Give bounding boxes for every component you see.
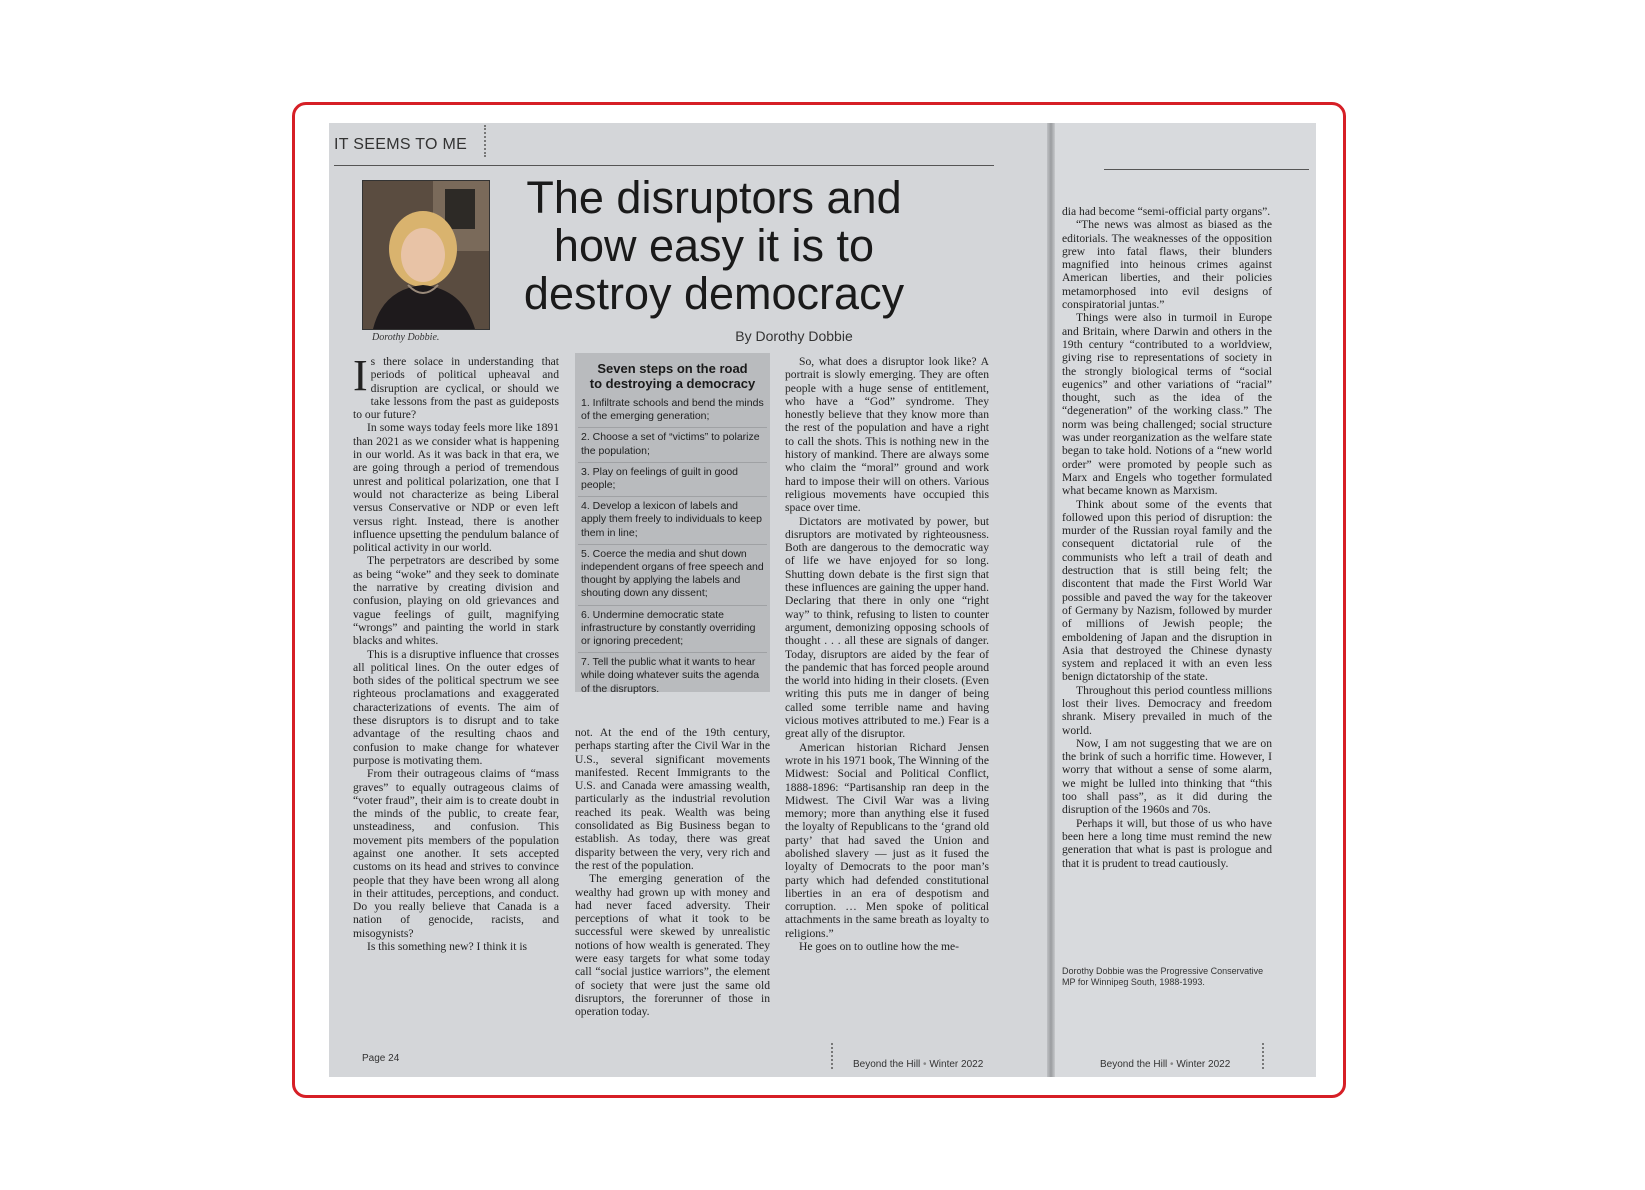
- article-paragraph: American historian Richard Jensen wrote in his 1971 book, The Winning of the Midwest: Social and Political Conflict, 1888-1896: “Partisanship ran deep in the Midwest. The Civil War was a living memory; more than anything else it fused the loyalty of Republicans to the ‘grand old party’ that had saved the Union and abolished slavery — just as it fused the loyalty of Democrats to the poor man’s party which had defended constitutional liberties in an era of despotism and corruption. … Men spoke of political attachments in the same breath as loyalty to religions.”: [785, 740, 989, 940]
- footer-issue: Winter 2022: [929, 1059, 984, 1070]
- article-paragraph: Is this something new? I think it is: [367, 940, 528, 954]
- section-label: IT SEEMS TO ME: [334, 136, 468, 153]
- headline-line-3: destroy democracy: [523, 268, 905, 319]
- article-paragraph: Think about some of the events that followed upon this period of disruption: the murder of the Russian royal family and the consequent dictatorial rule of the communists who left a trail of death and destruction that is still being felt; the discontent that made the First World War possible and paved the way for the takeover of Germany by Nazism, followed by murder of millions of Jewish people; the emboldening of Japan and the disruption in Asia that destroyed the Chinese dynasty system and replaced it with an even less benign dictatorship of the state.: [1062, 497, 1272, 684]
- sidebar-step: 5. Coerce the media and shut down independent organs of free speech and thought by applying the labels and shouting down any dissent;: [581, 547, 764, 600]
- author-portrait-illustration: [363, 181, 489, 329]
- article-paragraph: Throughout this period countless millions lost their lives. Democracy and freedom shrank. Misery prevailed in much of the world.: [1062, 683, 1272, 737]
- drop-cap: I: [353, 351, 368, 400]
- footer-divider-left: [831, 1043, 833, 1069]
- header-rule-left: [334, 165, 994, 166]
- sidebar-step: 4. Develop a lexicon of labels and apply them freely to individuals to keep them in line;: [581, 500, 762, 539]
- article-paragraph: He goes on to outline how the me-: [799, 940, 960, 954]
- footer-publication-right: [1100, 1059, 1230, 1070]
- headline: [494, 174, 934, 318]
- photo-caption: Dorothy Dobbie.: [372, 332, 440, 343]
- article-paragraph: Dictators are motivated by power, but disruptors are motivated by righteousness. Both are dangerous to the democratic way of life we have enjoyed for so long. Shutting down debate is the first sign that these influences are gaining the upper hand. Declaring that there in only one “right way” to think, refusing to listen to counter argument, demonizing opposing schools of thought . . . all these are signals of danger. Today, disruptors are aided by the fear of the pandemic that has forced people around the world into hiding in their closets. (Even writing this puts me in danger of being called some terrible name and having vicious motives attributed to me.) Fear is a great ally of the disruptor.: [785, 514, 989, 741]
- header-rule-right: [1104, 169, 1309, 170]
- sidebar-step: 3. Play on feelings of guilt in good people;: [581, 465, 739, 492]
- page-number: Page 24: [362, 1053, 400, 1064]
- author-photo: [362, 180, 490, 330]
- article-column-2: [575, 726, 770, 1019]
- sidebar-step: 2. Choose a set of “victims” to polarize the population;: [581, 431, 760, 457]
- article-column-1: [353, 351, 559, 954]
- footer-issue: Winter 2022: [1176, 1059, 1231, 1070]
- article-paragraph: Perhaps it will, but those of us who have been here a long time must remind the new generation that what is past is prologue and that it is prudent to tread cautiously.: [1062, 816, 1272, 870]
- footer-divider-right: [1262, 1043, 1264, 1069]
- footer-publication-left: [853, 1059, 983, 1070]
- footer-publication-name: Beyond the Hill: [1100, 1059, 1168, 1070]
- article-paragraph: From their outrageous claims of “mass graves” to equally outrageous claims of “voter fraud”, their aim is to create doubt in the minds of the public, to create fear, unsteadiness, and confusion. This movement pits members of the population against one another. It sets accepted customs on its head and strives to convince people that they have been wrong all along in their attitudes, perceptions, and conduct. Do you really believe that Canada is a nation of genocide, racists, and misogynists?: [353, 767, 559, 940]
- article-paragraph: The emerging generation of the wealthy had grown up with money and had never faced adversity. Their perceptions of what it took to be successful were skewed by unrealistic notions of how wealth is generated. They were easy targets for what some today call “social justice warriors”, the element of society that were just the same old disruptors, the forerunner of those in operation today.: [575, 872, 770, 1019]
- article-column-4: [1062, 205, 1272, 870]
- article-paragraph: So, what does a disruptor look like? A portrait is slowly emerging. They are often people with a huge sense of entitlement, who have a “God” syndrome. They honestly believe that they know more than the rest of the population and have a right to call the shots. This is nothing new in the history of mankind. There are always some who claim the “moral” ground and work hard to impose their will on others. Various religious movements have occupied this space over time.: [785, 355, 989, 515]
- article-paragraph: The perpetrators are described by some as being “woke” and they seek to dominate the narrative by creating division and confusion, playing on old grievances and vague feelings of guilt, magnifying “wrongs” and painting the world in stark blacks and whites.: [353, 554, 559, 648]
- byline: By Dorothy Dobbie: [735, 328, 853, 344]
- article-column-3: [785, 355, 989, 953]
- headline-line-2: how easy it is to: [553, 220, 875, 271]
- article-paragraph: “The news was almost as biased as the editorials. The weaknesses of the opposition grew into fatal flaws, their blunders magnified into heinous crimes against American liberties, and their policies metamorphosed into evil designs of conspiratorial juntas.”: [1062, 218, 1272, 312]
- footer-separator: •: [923, 1059, 927, 1070]
- sidebar-step: 6. Undermine democratic state infrastructure by constantly overriding or ignoring precedent;: [581, 608, 756, 648]
- article-paragraph: Now, I am not suggesting that we are on the brink of such a horrific time. However, I worry that without a sense of some alarm, we might be lulled into thinking that “this too shall pass”, as it did during the disruption of the 1960s and 70s.: [1062, 736, 1272, 817]
- magazine-spread: [329, 123, 1316, 1077]
- article-paragraph: Is there solace in understanding that periods of political upheaval and disruption are cyclical, or should we take lessons from the past as guideposts to our future?: [353, 351, 559, 422]
- sidebar-step: 7. Tell the public what it wants to hear while doing whatever suits the agenda of the disruptors.: [581, 656, 760, 695]
- article-paragraph: Things were also in turmoil in Europe and Britain, where Darwin and others in the 19th century “contributed to a worldview, giving rise to representations of society in the strongly biological terms of “social eugenics” and other variations of “racial” thought, such as the idea of the “degeneration” of the working class.” The norm was being challenged; social structure was under reorganization as the welfare state began to take hold. Notions of a “new world order” were promoted by people such as Marx and Engels who together formulated what became known as Marxism.: [1062, 311, 1272, 498]
- author-bio: Dorothy Dobbie was the Progressive Conservative MP for Winnipeg South, 1988-1993.: [1062, 966, 1264, 987]
- sidebar-box: [575, 353, 770, 695]
- footer-publication-name: Beyond the Hill: [853, 1059, 921, 1070]
- article-paragraph: In some ways today feels more like 1891 than 2021 as we consider what is happening in our world. As it was back in that era, we are going through a period of tremendous unrest and political polarization, one that I would not characterize as being Liberal versus Conservative or NDP or even left versus right. Instead, there is another influence upsetting the pendulum balance of political activity in our world.: [353, 421, 559, 555]
- headline-line-1: The disruptors and: [526, 172, 902, 223]
- article-paragraph: dia had become “semi-official party organs”.: [1062, 205, 1271, 218]
- sidebar-step: 1. Infiltrate schools and bend the minds of the emerging generation;: [581, 397, 764, 423]
- article-paragraph: This is a disruptive influence that crosses all political lines. On the outer edges of both sides of the political spectrum we see righteous proclamations and exaggerated characterizations of events. The aim of these disruptors is to disrupt and to take advantage of the resulting chaos and confusion to make change for whatever purpose is motivating them.: [353, 647, 559, 767]
- header-divider: [484, 125, 486, 157]
- sidebar-title-line-1: Seven steps on the road: [597, 361, 748, 376]
- article-paragraph: not. At the end of the 19th century, perhaps starting after the Civil War in the U.S., several significant movements manifested. Recent Immigrants to the U.S. and Canada were amassing wealth, particularly as the industrial revolution reached its peak. Wealth was being consolidated as Big Business began to establish. As today, there was great disparity between the very, very rich and the rest of the population.: [575, 726, 770, 872]
- footer-separator: •: [1170, 1059, 1174, 1070]
- page-fold: [1047, 123, 1055, 1077]
- sidebar-title-line-2: to destroying a democracy: [589, 376, 756, 391]
- sidebar-title: [575, 353, 770, 391]
